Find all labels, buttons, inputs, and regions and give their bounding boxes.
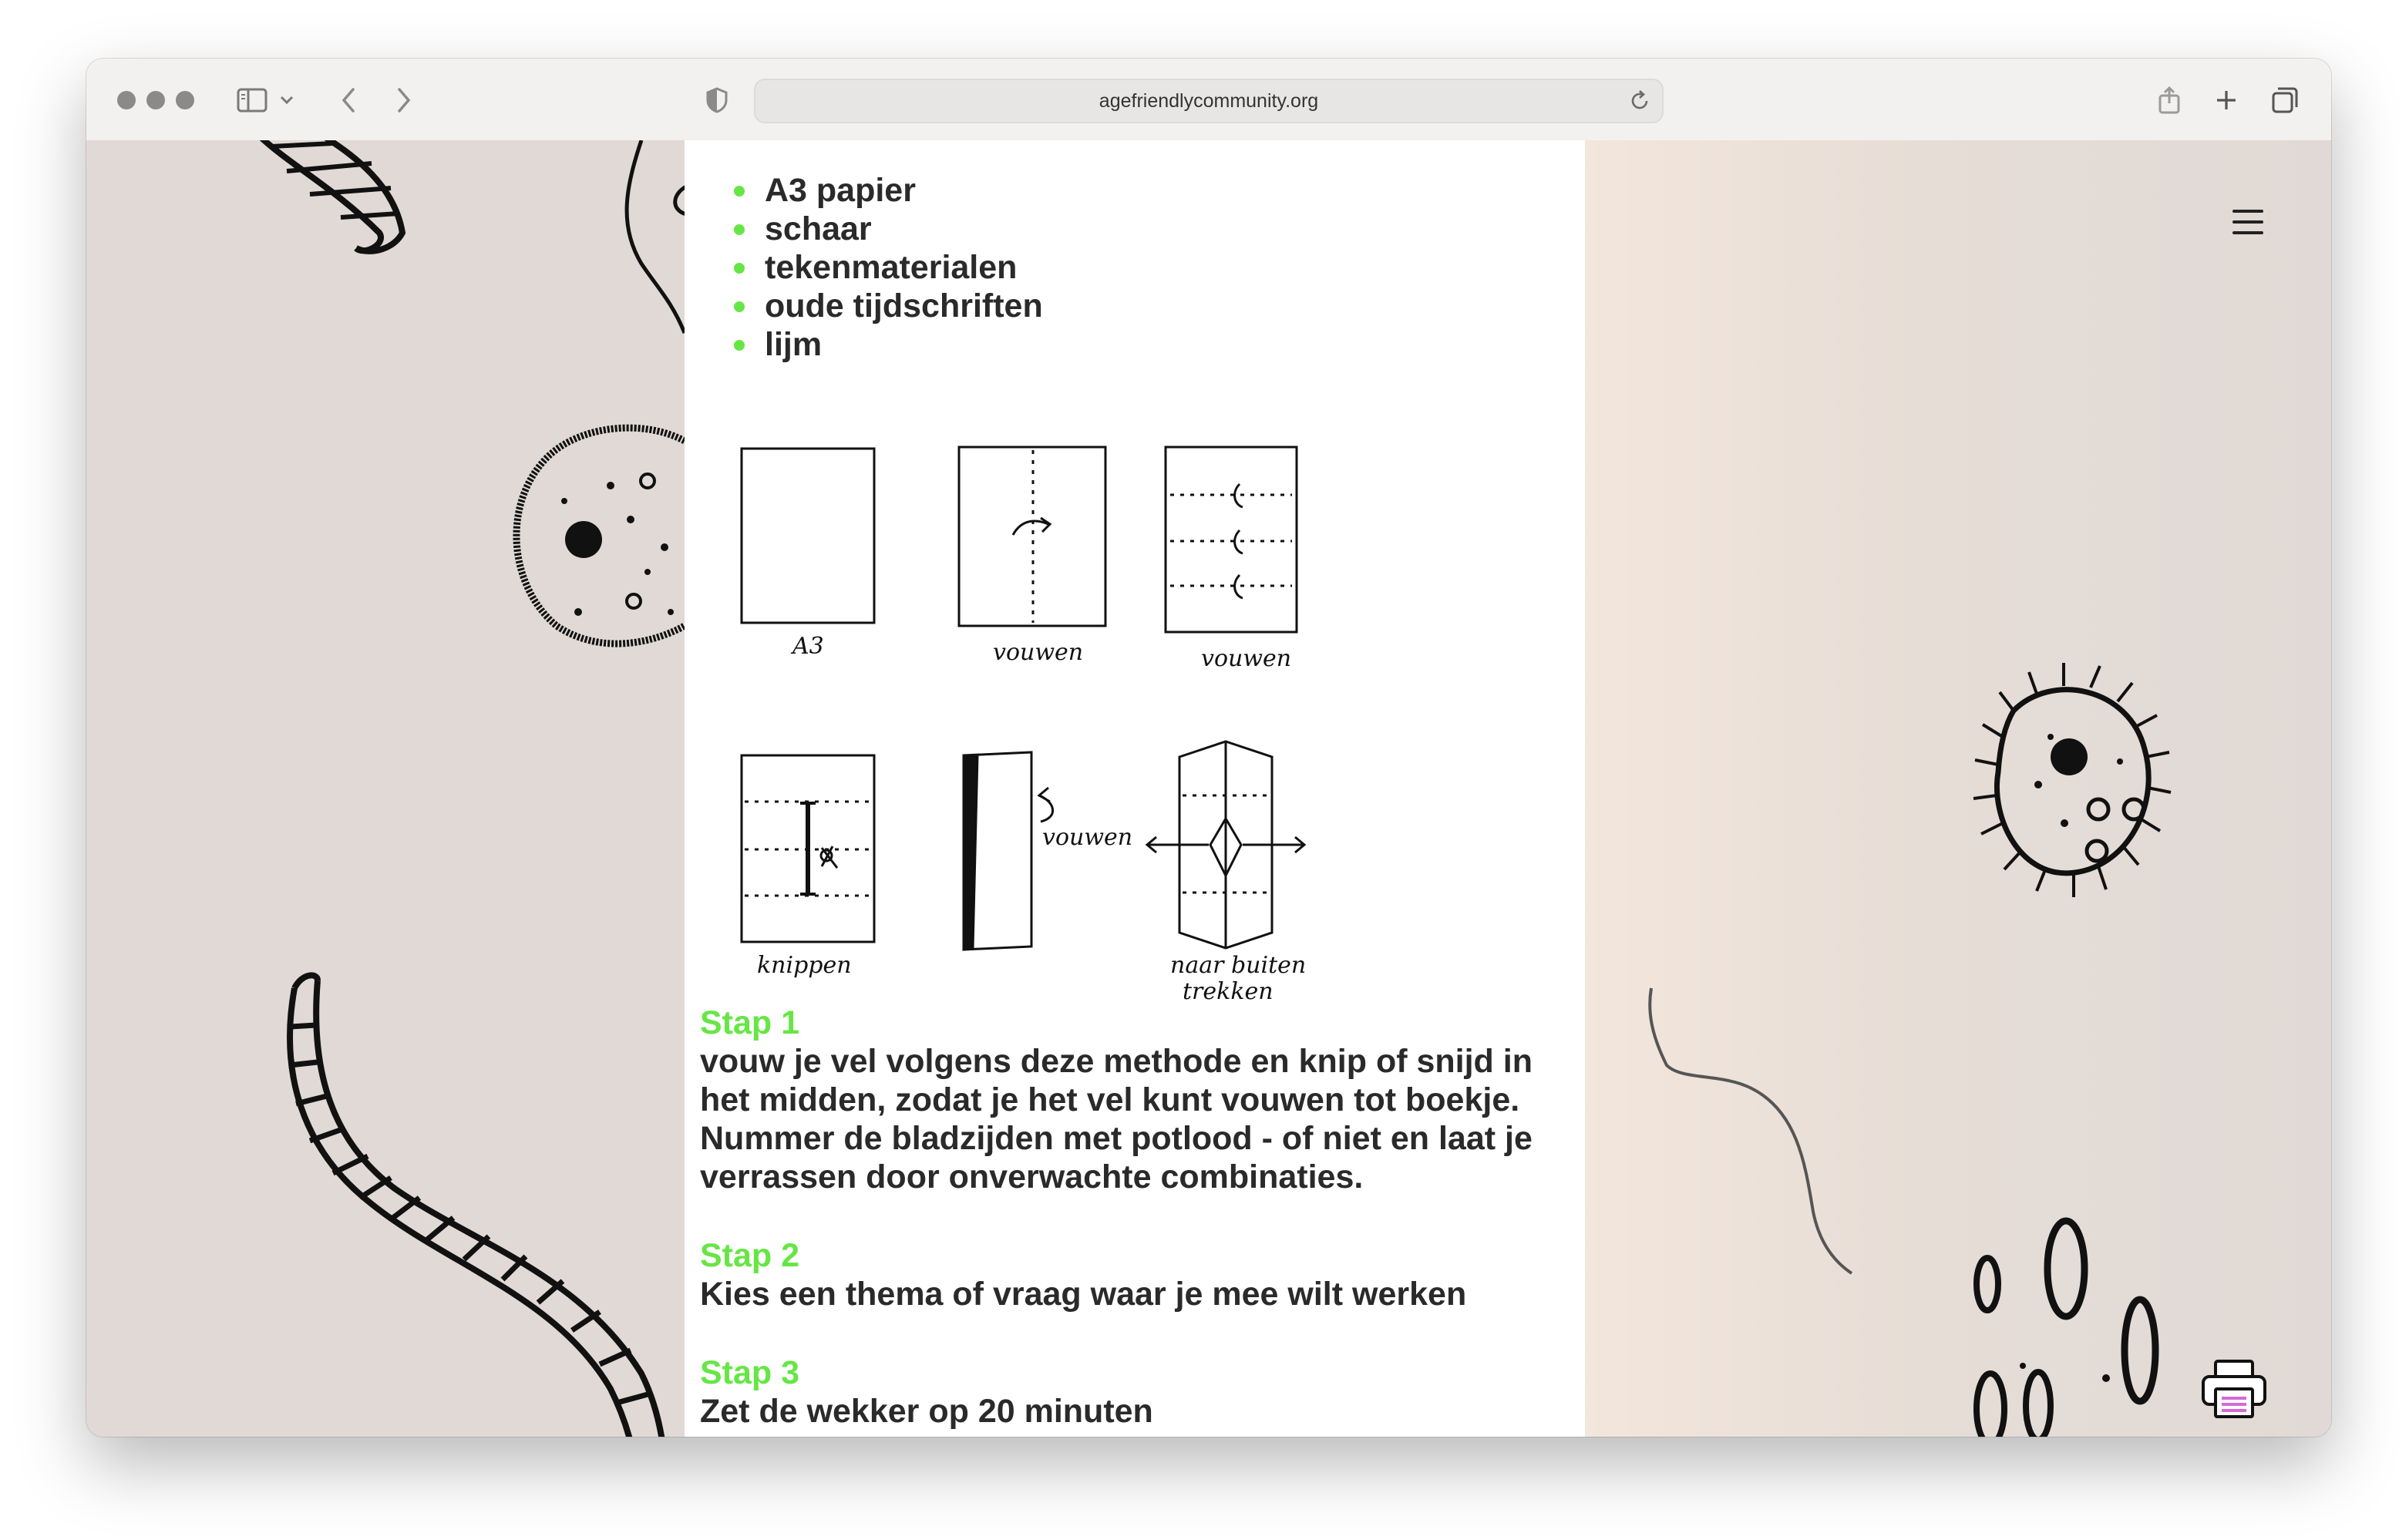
browser-toolbar	[86, 59, 2331, 142]
diagram-label-naar-buiten: naar buiten	[1170, 952, 1307, 979]
address-bar[interactable]	[754, 79, 1664, 123]
sidebar-toggle-icon[interactable]	[228, 76, 278, 125]
fold-horizontal-drawing	[1166, 447, 1297, 632]
browser-window	[86, 59, 2331, 1437]
close-window-button[interactable]	[117, 91, 136, 109]
list-item: tekenmaterialen	[731, 248, 1043, 287]
url-text: agefriendlycommunity.org	[1099, 90, 1319, 112]
share-icon[interactable]	[2145, 76, 2194, 125]
squiggle-line-illustration	[1636, 980, 1913, 1335]
list-item: lijm	[731, 325, 1043, 364]
spiky-cell-illustration	[1952, 649, 2183, 926]
sheet-a3-drawing	[742, 449, 874, 623]
shield-icon[interactable]	[692, 76, 742, 125]
forward-arrow-icon[interactable]	[379, 76, 429, 125]
step-2	[700, 1236, 1563, 1313]
diagram-label-knippen: knippen	[757, 952, 852, 979]
materials-list	[731, 171, 1043, 364]
striped-horn-illustration	[241, 140, 456, 264]
tab-overview-icon[interactable]	[2260, 76, 2310, 125]
step-label: Stap 1	[700, 1004, 800, 1041]
list-item: A3 papier	[731, 171, 1043, 210]
step-1	[700, 1004, 1563, 1196]
step-text: vouw je vel volgens deze methode en knip of snijd in het midden, zodat je het vel kunt vouwen tot boekje. Nummer de bladzijden met potlood - of niet en laat je verrassen door onverwachte combinaties.	[700, 1043, 1533, 1195]
step-3	[700, 1353, 1563, 1431]
step-label: Stap 3	[700, 1354, 800, 1391]
diagram-label-vouwen: vouwen	[1201, 645, 1292, 672]
back-arrow-icon[interactable]	[324, 76, 373, 125]
diagram-label-vouwen: vouwen	[1042, 824, 1133, 851]
segmented-worm-illustration	[194, 957, 718, 1437]
step-label: Stap 2	[700, 1237, 800, 1274]
reload-icon[interactable]	[1627, 88, 1653, 114]
step-text: Kies een thema of vraag waar je mee wilt werken	[700, 1276, 1467, 1313]
sketch-line-illustration	[611, 140, 688, 341]
list-item: schaar	[731, 210, 1043, 248]
chevron-down-icon[interactable]	[271, 76, 302, 125]
list-item: oude tijdschriften	[731, 287, 1043, 325]
web-page	[86, 140, 2331, 1437]
printer-icon[interactable]	[2199, 1358, 2269, 1421]
diagram-label-vouwen: vouwen	[993, 639, 1084, 666]
content-column	[685, 140, 1585, 1437]
new-tab-plus-icon[interactable]	[2202, 76, 2251, 125]
step-text: Zet de wekker op 20 minuten	[700, 1393, 1153, 1430]
zoom-window-button[interactable]	[176, 91, 194, 109]
hamburger-menu-icon[interactable]	[2223, 200, 2276, 244]
diagram-label-a3: A3	[792, 633, 824, 660]
minimize-window-button[interactable]	[146, 91, 165, 109]
dotted-cell-illustration	[472, 410, 685, 657]
diagram-label-trekken: trekken	[1183, 978, 1274, 1005]
